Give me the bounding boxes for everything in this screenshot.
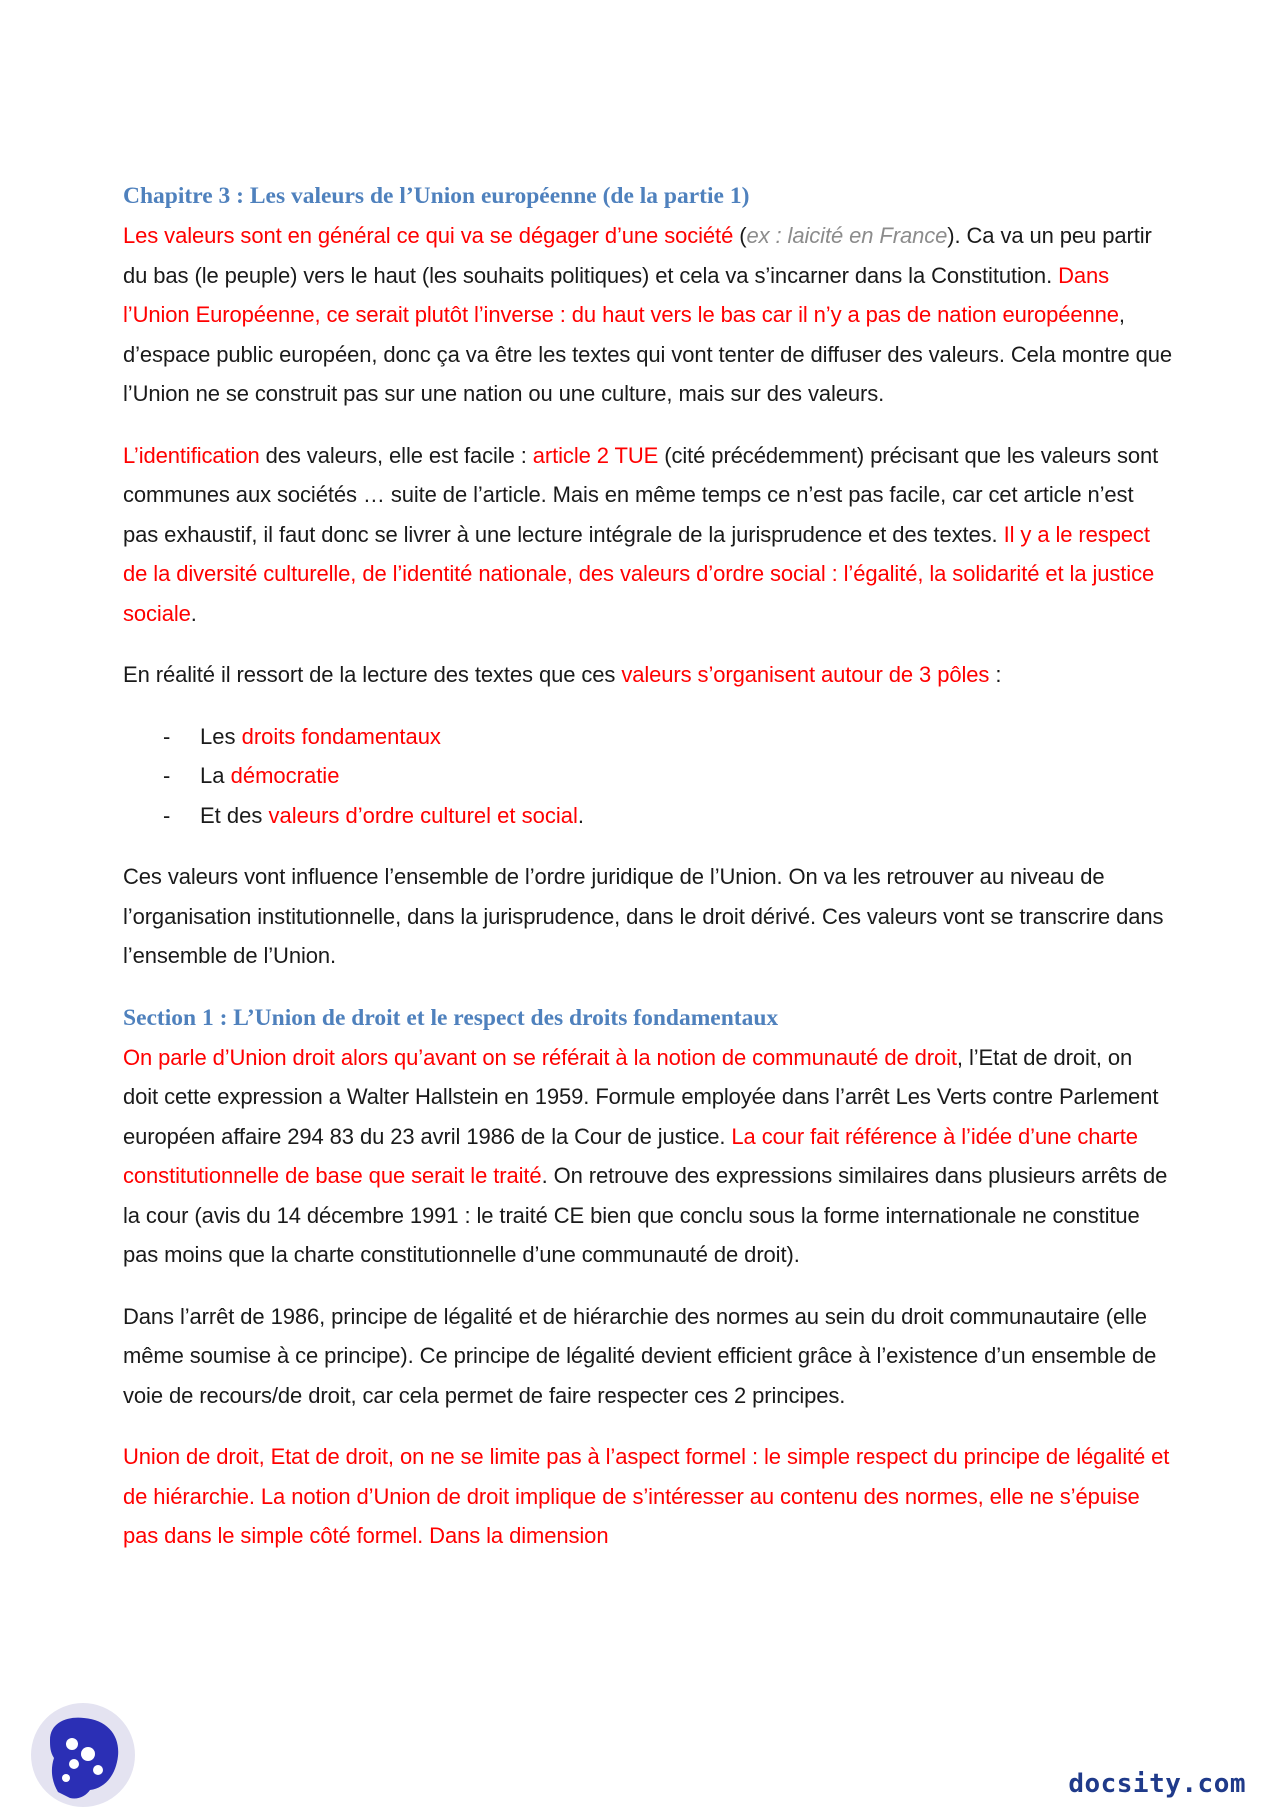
- emphasis-text: La cour fait référence à l’idée d’une charte constitutionnelle de base que serait le traité: [123, 1123, 1138, 1188]
- list-item: [123, 717, 1173, 757]
- body-text: .: [577, 802, 584, 828]
- document-page: [123, 176, 1173, 1556]
- body-text: Les: [200, 723, 242, 749]
- emphasis-text: On parle d’Union droit alors qu’avant on se référait à la notion de communauté de droit: [123, 1044, 957, 1070]
- body-text: :: [989, 662, 1002, 687]
- brand-link[interactable]: docsity.com: [1068, 1769, 1246, 1799]
- body-text: ). Ca va un peu partir du bas (le peuple) vers le haut (les souhaits politiques) et cela va s’incarner dans la Constitution.: [123, 223, 1152, 288]
- body-text: (: [733, 223, 747, 248]
- emphasis-text: article 2 TUE: [532, 442, 659, 468]
- paragraph-three-poles: [123, 655, 1173, 695]
- body-text: , l’Etat de droit, on doit cette expression a Walter Hallstein en 1959. Formule employée dans l’arrêt Les Verts contre Parlement européen affaire 294 83 du 23 avril 1986 de la Cour de justice.: [123, 1044, 1159, 1149]
- emphasis-text: valeurs d’ordre culturel et social: [268, 802, 578, 828]
- section-heading: Section 1 : L’Union de droit et le respect des droits fondamentaux: [123, 1004, 779, 1031]
- emphasis-text: valeurs s’organisent autour de 3 pôles: [621, 662, 990, 687]
- poles-list: [123, 717, 1173, 836]
- paragraph-formal-aspect: Union de droit, Etat de droit, on ne se limite pas à l’aspect formel : le simple respect du principe de légalité et de hiérarchie. La notion d’Union de droit implique de s’intéresser au contenu des normes, elle ne s’épuise pas dans le simple côté formel. Dans la dimension: [123, 1444, 1170, 1548]
- list-bullet: -: [163, 763, 171, 788]
- chapter-heading: Chapitre 3 : Les valeurs de l’Union européenne (de la partie 1): [123, 183, 750, 209]
- paragraph-values-intro: [123, 216, 1173, 414]
- body-text: La: [200, 763, 231, 788]
- body-text: , d’espace public européen, donc ça va être les textes qui vont tenter de diffuser des valeurs. Cela montre que l’Union ne se construit pas sur une nation ou une culture, mais sur des valeurs.: [123, 302, 1173, 406]
- emphasis-text: L’identification: [123, 442, 260, 468]
- body-text: En réalité il ressort de la lecture des textes que ces: [123, 662, 622, 687]
- paragraph-influence: Ces valeurs vont influence l’ensemble de l’ordre juridique de l’Union. On va les retrouver au niveau de l’organisation institutionnelle, dans la jurisprudence, dans le droit dérivé. Ces valeurs vont se transcrire dans l’ensemble de l’Union.: [123, 864, 1164, 968]
- emphasis-text: droits fondamentaux: [241, 723, 441, 749]
- paragraph-identification: [123, 436, 1173, 634]
- list-item: [123, 796, 1173, 836]
- body-text: .: [190, 600, 197, 626]
- body-text: des valeurs, elle est facile :: [259, 442, 533, 468]
- emphasis-text: démocratie: [230, 763, 340, 788]
- list-bullet: -: [163, 723, 171, 749]
- emphasis-text: Les valeurs sont en général ce qui va se dégager d’une société: [123, 223, 734, 248]
- paragraph-union-of-law: [123, 1038, 1173, 1275]
- emphasis-text: Dans l’Union Européenne, ce serait plutôt l’inverse : du haut vers le bas car il n’y a pas de nation européenne: [123, 262, 1119, 327]
- body-text: Et des: [200, 802, 269, 828]
- body-text: (cité précédemment) précisant que les valeurs sont communes aux sociétés … suite de l’article. Mais en même temps ce n’est pas facile, car cet article n’est pas exhaustif, il faut donc se livrer à une lecture intégrale de la jurisprudence et des textes.: [123, 442, 1159, 547]
- list-item: [123, 756, 1173, 796]
- example-text: ex : laicité en France: [746, 223, 948, 248]
- emphasis-text: Il y a le respect de la diversité culturelle, de l’identité nationale, des valeurs d’ordre social : l’égalité, la solidarité et la justice sociale: [123, 521, 1155, 626]
- body-text: . On retrouve des expressions similaires dans plusieurs arrêts de la cour (avis du 14 décembre 1991 : le traité CE bien que conclu sous la forme internationale ne constitue pas moins que la charte constitutionnelle d’une communauté de droit).: [123, 1163, 1168, 1267]
- docsity-logo-icon[interactable]: [28, 1700, 138, 1810]
- list-bullet: -: [163, 802, 171, 828]
- paragraph-legality: Dans l’arrêt de 1986, principe de légalité et de hiérarchie des normes au sein du droit communautaire (elle même soumise à ce principe). Ce principe de légalité devient efficient grâce à l’existence d’un ensemble de voie de recours/de droit, car cela permet de faire respecter ces 2 principes.: [123, 1303, 1157, 1408]
